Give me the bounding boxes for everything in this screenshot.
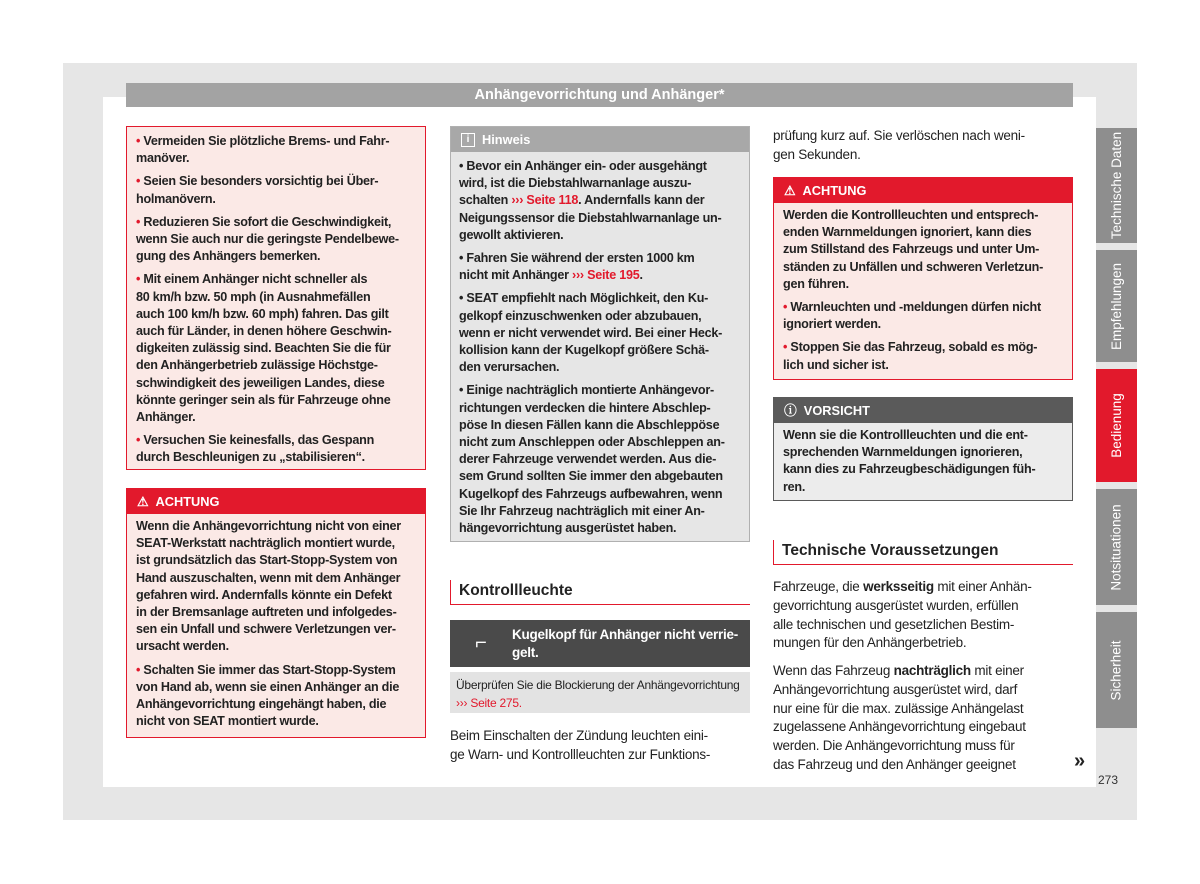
hinweis-header	[451, 127, 749, 152]
body-paragraph	[773, 662, 1073, 775]
hinweis-box	[450, 126, 750, 542]
item-text: Schalten Sie immer das Start-Stopp-System von Hand ab, wenn sie einen Anhänger an die Anhängevorrichtung eingehängt haben, die nicht von SEAT montiert wurde.	[136, 662, 400, 729]
text: mit einer Anhän- gevorrichtung ausgerüstet wurden, erfüllen alle technischen und gesetzlichen Bestim- mungen für den Anhängerbetrieb.	[773, 579, 1032, 651]
tab-bedienung[interactable]	[1096, 369, 1137, 482]
heading-text: Technische Voraussetzungen	[782, 542, 999, 559]
achtung-text: Wenn die Anhängevorrichtung nicht von einer SEAT-Werkstatt nachträglich montiert wurde, ist grundsätzlich das Start-Stopp-System von Hand auszuschalten, wenn mit dem Anhänger gefahren wird. Andernfalls könnte ein Defekt in der Bremsanlage auftreten und infolgedes- sen ein Unfall und schwere Verletzungen ver- ursacht werden.	[136, 519, 401, 654]
list-item: • Bevor ein Anhänger ein- oder ausgehängt wird, ist die Diebstahlwarnanlage auszu- schalten ››› Seite 118. Andernfalls kann der Neigungssensor die Diebstahlwarnanlage un- gewollt aktivieren.	[459, 159, 722, 242]
warning-triangle-icon: ⚠	[784, 183, 796, 198]
vorsicht-label: VORSICHT	[803, 403, 870, 418]
list-item: • Vermeiden Sie plötzliche Brems- und Fahr- manöver.	[136, 134, 390, 166]
achtung-label: ACHTUNG	[155, 494, 220, 509]
page-link[interactable]: ››› Seite 195	[572, 268, 640, 283]
list-item: • Seien Sie besonders vorsichtig bei Über- holmanövern.	[136, 174, 379, 206]
page-link[interactable]: ››› Seite 118	[511, 193, 579, 208]
info-icon: i	[461, 133, 475, 147]
text-bold: werksseitig	[863, 579, 934, 594]
hinweis-label: Hinweis	[482, 132, 531, 147]
body-paragraph	[773, 578, 1073, 653]
item-text: Warnleuchten und -meldungen dürfen nicht ignoriert werden.	[783, 300, 1041, 332]
continue-arrow-icon: »	[1074, 750, 1086, 772]
list-item: • Fahren Sie während der ersten 1000 km nicht mit Anhänger ››› Seite 195.	[459, 251, 695, 283]
achtung-header	[774, 178, 1072, 203]
text: Wenn das Fahrzeug	[773, 663, 894, 678]
list-item: • Reduzieren Sie sofort die Geschwindigkeit, wenn Sie auch nur die geringste Pendelbewe- gung des Anhängers bemerken.	[136, 214, 399, 264]
achtung-box	[126, 488, 426, 738]
item-text: Vermeiden Sie plötzliche Brems- und Fahr- manöver.	[136, 134, 390, 166]
page-title: Anhängevorrichtung und Anhänger*	[126, 83, 1073, 107]
section-heading	[450, 580, 750, 605]
list-item: • Warnleuchten und -meldungen dürfen nicht ignoriert werden.	[783, 300, 1041, 332]
vorsicht-text: Wenn sie die Kontrollleuchten und die ent- sprechenden Warnmeldungen ignorieren, kann dies zu Fahrzeugbeschädigungen füh- ren.	[783, 428, 1036, 494]
section-heading	[773, 540, 1073, 565]
item-text: Fahren Sie während der ersten 1000 km nicht mit Anhänger	[459, 251, 695, 283]
tab-empfehlungen[interactable]	[1096, 250, 1137, 362]
page-number: 273	[1098, 773, 1119, 787]
item-text: .	[639, 268, 643, 283]
item-text: Bevor ein Anhänger ein- oder ausgehängt wird, ist die Diebstahlwarnanlage auszu- schalten	[459, 159, 707, 208]
achtung-header	[127, 489, 425, 514]
item-text: . Andernfalls kann der Neigungssensor die Diebstahlwarnanlage un- gewollt aktivieren.	[459, 193, 722, 242]
tab-technische-daten[interactable]	[1096, 128, 1137, 243]
list-item: • Schalten Sie immer das Start-Stopp-System von Hand ab, wenn sie einen Anhänger an die Anhängevorrichtung eingehängt haben, die nicht von SEAT montiert wurde.	[136, 662, 400, 729]
item-text: SEAT empfiehlt nach Möglichkeit, den Ku- gelkopf einzuschwenken oder abzubauen, wenn er nicht verwendet wird. Bei einer Heck- kollision kann der Kugelkopf größere Schä- den verursachen.	[459, 291, 723, 375]
body-paragraph: prüfung kurz auf. Sie verlöschen nach weni- gen Sekunden.	[773, 128, 1025, 162]
item-text: Mit einem Anhänger nicht schneller als 80 km/h bzw. 50 mph (in Ausnahmefällen auch 100 km/h bzw. 60 mph) fahren. Das gilt auch für Länder, in denen höhere Geschwin- digkeiten zulässig sind. Beachten Sie die für den Anhängerbetrieb zulässige Höchstge- schwindigkeit des jeweiligen Landes, diese könnte geringer sein als für Fahrzeuge ohne Anhänger.	[136, 272, 392, 425]
vorsicht-box	[773, 397, 1073, 501]
warning-triangle-icon: ⚠	[137, 494, 149, 509]
tab-label: Sicherheit	[1109, 639, 1125, 701]
item-text: Versuchen Sie keinesfalls, das Gespann durch Beschleunigen zu „stabilisieren“.	[136, 433, 375, 465]
heading-text: Kontrollleuchte	[459, 582, 573, 599]
page-link[interactable]: ››› Seite 275.	[456, 696, 522, 711]
list-item: • SEAT empfiehlt nach Möglichkeit, den Ku- gelkopf einzuschwenken oder abzubauen, wenn er nicht verwendet wird. Bei einer Heck- kollision kann der Kugelkopf größere Schä- den verursachen.	[459, 291, 723, 375]
list-item: • Mit einem Anhänger nicht schneller als 80 km/h bzw. 50 mph (in Ausnahmefällen auch 100 km/h bzw. 60 mph) fahren. Das gilt auch für Länder, in denen höhere Geschwin- digkeiten zulässig sind. Beachten Sie die für den Anhängerbetrieb zulässige Höchstge- schwindigkeit des jeweiligen Landes, diese könnte geringer sein als für Fahrzeuge ohne Anhänger.	[136, 272, 392, 425]
tow-hitch-icon: ⌐	[475, 632, 487, 654]
tab-label: Notsituationen	[1109, 503, 1124, 591]
tab-notsituationen[interactable]	[1096, 489, 1137, 605]
body-paragraph: Beim Einschalten der Zündung leuchten eini- ge Warn- und Kontrollleuchten zur Funktions-	[450, 728, 711, 762]
item-text: Seien Sie besonders vorsichtig bei Über- holmanövern.	[136, 174, 379, 206]
list-item: • Stoppen Sie das Fahrzeug, sobald es mög- lich und sicher ist.	[783, 340, 1038, 372]
item-text: Reduzieren Sie sofort die Geschwindigkeit, wenn Sie auch nur die geringste Pendelbewe- gung des Anhängers bemerken.	[136, 214, 399, 264]
achtung-box	[773, 177, 1073, 380]
text-bold: nachträglich	[893, 663, 971, 678]
indicator-title: Kugelkopf für Anhänger nicht verrie- gelt.	[512, 627, 739, 660]
indicator-text: Überprüfen Sie die Blockierung der Anhängevorrichtung	[456, 678, 740, 692]
tab-sicherheit[interactable]	[1096, 612, 1137, 728]
tab-label: Empfehlungen	[1109, 262, 1125, 350]
list-item: • Versuchen Sie keinesfalls, das Gespann durch Beschleunigen zu „stabilisieren“.	[136, 433, 375, 465]
indicator-description	[450, 672, 750, 713]
text: mit einer Anhängevorrichtung ausgerüstet wird, darf nur eine für die max. zulässige Anhängelast zugelassene Anhängevorrichtung eingebaut werden. Die Anhängevorrichtung muss für das Fahrzeug und den Anhänger geeignet	[773, 663, 1026, 772]
tab-label: Technische Daten	[1109, 131, 1125, 240]
indicator-header	[450, 620, 750, 667]
list-item: • Einige nachträglich montierte Anhängevor- richtungen verdecken die hintere Abschlep- pöse In diesen Fällen kann die Abschleppöse nicht zum Anschleppen oder Abschleppen an- derer Fahrzeuge verwendet werden. Aus die- sem Grund sollten Sie immer den abgebauten Kugelkopf des Fahrzeugs aufbewahren, wenn Sie Ihr Fahrzeug nachträglich mit einer An- hängevorrichtung ausgerüstet haben.	[459, 383, 725, 536]
tab-label: Bedienung	[1109, 393, 1124, 458]
achtung-text: Werden die Kontrollleuchten und entsprech- enden Warnmeldungen ignoriert, kann dies zum Stillstand des Fahrzeugs und unter Um- ständen zu Unfällen und schweren Verletzun- gen führen.	[783, 208, 1044, 291]
item-text: Stoppen Sie das Fahrzeug, sobald es mög- lich und sicher ist.	[783, 340, 1038, 372]
vorsicht-header	[774, 398, 1072, 423]
warning-list-box	[126, 126, 426, 470]
item-text: Einige nachträglich montierte Anhängevor- richtungen verdecken die hintere Abschlep- pöse In diesen Fällen kann die Abschleppöse nicht zum Anschleppen oder Abschleppen an- derer Fahrzeuge verwendet werden. Aus die- sem Grund sollten Sie immer den abgebauten Kugelkopf des Fahrzeugs aufbewahren, wenn Sie Ihr Fahrzeug nachträglich mit einer An- hängevorrichtung ausgerüstet haben.	[459, 383, 725, 536]
text: Fahrzeuge, die	[773, 579, 864, 594]
caution-icon: ⓘ	[784, 403, 797, 418]
achtung-label: ACHTUNG	[802, 183, 867, 198]
